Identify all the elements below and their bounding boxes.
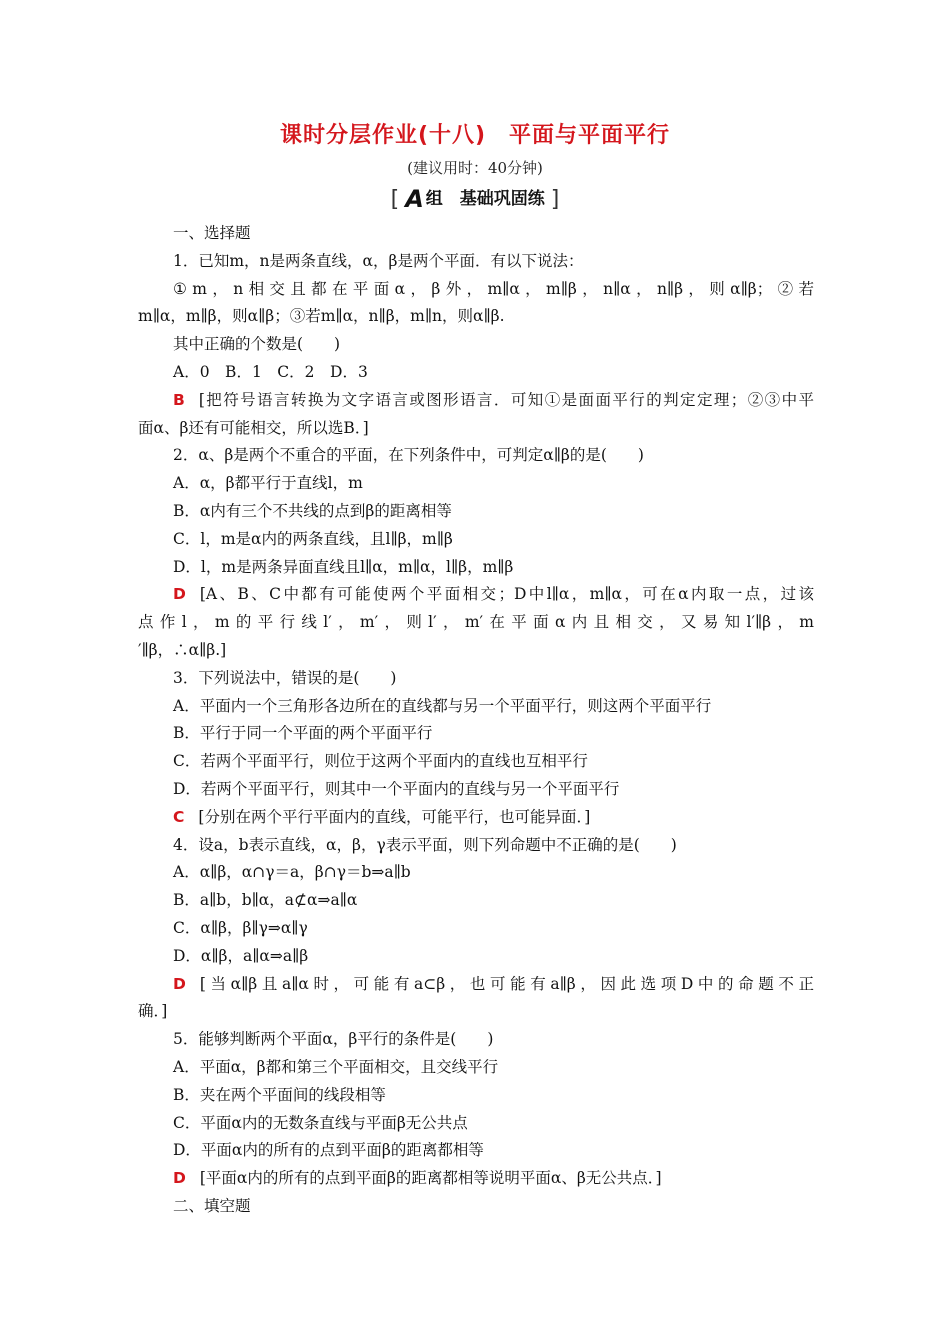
- question-1-options: A．0 B．1 C．2 D．3: [173, 362, 368, 381]
- answer-2: D [A、B、C中都有可能使两个平面相交；D中l∥α，m∥α，可在α内取一点，过该: [173, 585, 814, 604]
- question-5-option-c: C．平面α内的无数条直线与平面β无公共点: [173, 1113, 468, 1132]
- question-3-option-a: A．平面内一个三角形各边所在的直线都与另一个平面平行，则这两个平面平行: [173, 696, 712, 715]
- question-1-statements-cont: m∥α，m∥β，则α∥β；③若m∥α，n∥β，m∥n，则α∥β.: [138, 307, 505, 326]
- question-5-option-d: D．平面α内的所有的点到平面β的距离都相等: [173, 1141, 484, 1160]
- answer-2-cont: ′∥β，∴α∥β.]: [138, 640, 227, 659]
- section-heading: 二、填空题: [173, 1196, 251, 1215]
- question-4-option-a: A．α∥β，α∩γ＝a，β∩γ＝b⇒a∥b: [173, 863, 411, 882]
- answer-1-cont: 面α、β还有可能相交，所以选B．]: [138, 418, 369, 437]
- group-letter: A: [405, 185, 424, 213]
- answer-5: D [平面α内的所有的点到平面β的距离都相等说明平面α、β无公共点．]: [173, 1169, 662, 1188]
- question-4-stem: 4．设a，b表示直线，α，β，γ表示平面，则下列命题中不正确的是( ): [173, 835, 677, 854]
- question-1-statements: ①m，n相交且都在平面α，β外，m∥α，m∥β，n∥α，n∥β，则α∥β；②若: [173, 279, 814, 298]
- question-1-stem: 1．已知m，n是两条直线，α，β是两个平面．有以下说法：: [173, 251, 584, 270]
- question-2-option-a: A．α，β都平行于直线l，m: [173, 474, 363, 493]
- question-3-option-c: C．若两个平面平行，则位于这两个平面内的直线也互相平行: [173, 752, 588, 771]
- question-5-stem: 5．能够判断两个平面α，β平行的条件是( ): [173, 1030, 494, 1049]
- answer-3: C [分别在两个平行平面内的直线，可能平行，也可能异面．]: [173, 807, 591, 826]
- question-3-stem: 3．下列说法中，错误的是( ): [173, 668, 397, 687]
- group-heading: [0, 184, 950, 213]
- question-2-option-d: D．l，m是两条异面直线且l∥α，m∥α，l∥β，m∥β: [173, 557, 514, 576]
- page-title: 课时分层作业(十八) 平面与平面平行: [279, 123, 671, 148]
- group-bracket-right: ]: [550, 187, 560, 212]
- section-heading: 一、选择题: [173, 224, 251, 242]
- answer-4: D [当α∥β且a∥α时，可能有a⊂β，也可能有a∥β，因此选项D中的命题不正: [173, 974, 814, 993]
- answer-letter: D: [173, 585, 186, 604]
- group-bracket-left: [: [390, 187, 400, 212]
- answer-letter: D: [173, 1169, 186, 1188]
- answer-letter: D: [173, 974, 186, 993]
- question-3-option-b: B．平行于同一个平面的两个平面平行: [173, 724, 433, 743]
- answer-letter: B: [173, 390, 185, 409]
- question-4-option-d: D．α∥β，a∥α⇒a∥β: [173, 946, 309, 965]
- suggested-time: (建议用时：40分钟): [407, 159, 543, 177]
- document-body: [138, 220, 814, 1221]
- question-4-option-c: C．α∥β，β∥γ⇒α∥γ: [173, 918, 308, 937]
- answer-4-cont: 确．]: [138, 1002, 168, 1021]
- question-2-option-c: C．l，m是α内的两条直线，且l∥β，m∥β: [173, 529, 453, 548]
- question-2-stem: 2．α、β是两个不重合的平面，在下列条件中，可判定α∥β的是( ): [173, 446, 644, 465]
- question-1-prompt: 其中正确的个数是( ): [173, 335, 341, 354]
- answer-1: B [把符号语言转换为文字语言或图形语言．可知①是面面平行的判定定理；②③中平: [173, 390, 814, 409]
- question-5-option-a: A．平面α，β都和第三个平面相交，且交线平行: [173, 1057, 499, 1076]
- answer-2-cont: 点作l，m的平行线l′，m′，则l′，m′在平面α内且相交，又易知l′∥β，m: [138, 613, 814, 632]
- question-3-option-d: D．若两个平面平行，则其中一个平面内的直线与另一个平面平行: [173, 779, 620, 798]
- question-2-option-b: B．α内有三个不共线的点到β的距离相等: [173, 501, 452, 520]
- question-5-option-b: B．夹在两个平面间的线段相等: [173, 1085, 386, 1104]
- answer-letter: C: [173, 807, 185, 826]
- group-title: 组 基础巩固练: [425, 189, 545, 209]
- question-4-option-b: B．a∥b，b∥α，a⊄α⇒a∥α: [173, 891, 358, 910]
